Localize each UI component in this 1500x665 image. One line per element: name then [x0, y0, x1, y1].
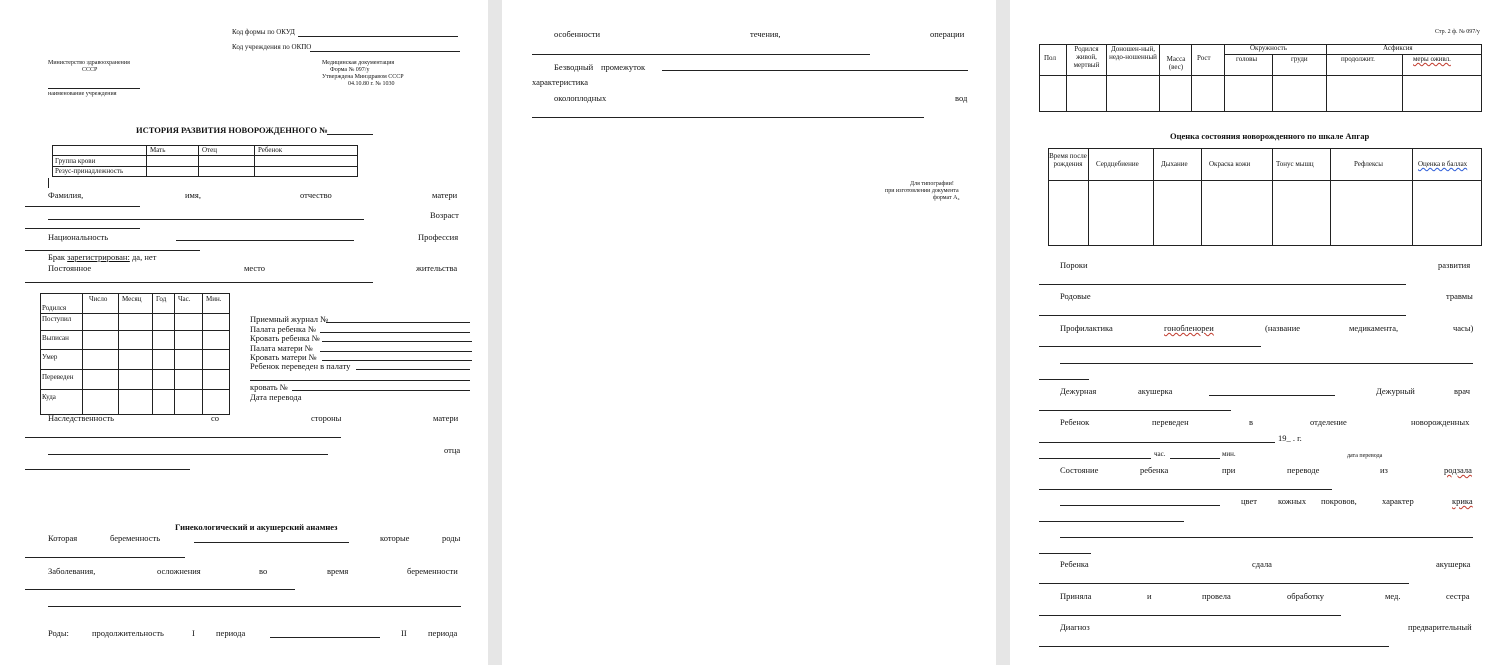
- fio-mother: матери: [432, 190, 458, 200]
- heredity-from: со: [211, 413, 220, 423]
- dates-row-transferred: Переведен: [42, 373, 74, 381]
- dates-row-born: Родился: [42, 304, 67, 312]
- skin-color-label: цвет: [1241, 496, 1257, 506]
- defects-label: Пороки: [1060, 260, 1088, 270]
- body-header-asphyxia: Асфиксия: [1383, 44, 1413, 52]
- doctor-label: врач: [1454, 386, 1470, 396]
- pregnancy-which-births: которые: [380, 533, 410, 543]
- journal-label: Приемный журнал №: [250, 314, 329, 324]
- labor-duration: продолжительность: [92, 628, 164, 638]
- heredity-side: стороны: [311, 413, 342, 423]
- skin-label: кожных: [1278, 496, 1307, 506]
- blood-header-mother: Мать: [150, 146, 166, 154]
- labor-period-1: периода: [216, 628, 246, 638]
- medicine-label: медикамента,: [1349, 323, 1399, 333]
- waters-label: вод: [955, 93, 968, 103]
- dates-header-min: Мин.: [206, 295, 222, 303]
- diseases-pregnancy: беременности: [407, 566, 458, 576]
- dates-row-admitted: Поступил: [42, 315, 72, 323]
- department-label: отделение: [1310, 417, 1347, 427]
- apgar-header-score: Оценка в баллах: [1418, 160, 1468, 168]
- preliminary-label: предварительный: [1408, 622, 1472, 632]
- features-label: особенности: [554, 29, 601, 39]
- blood-row-rhesus: Резус-принадлежность: [55, 167, 124, 175]
- to-label: в: [1249, 417, 1254, 427]
- profession-label: Профессия: [418, 232, 459, 242]
- hour-label: час.: [1154, 450, 1166, 458]
- midwife-label: акушерка: [1138, 386, 1173, 396]
- child-transferred-label: Ребенок переведен в палату: [250, 361, 351, 371]
- pregnancy-which: Которая: [48, 533, 78, 543]
- child-handed-label: Ребенка: [1060, 559, 1089, 569]
- page-title: ИСТОРИЯ РАЗВИТИЯ НОВОРОЖДЕННОГО №: [136, 125, 328, 135]
- ministry-line-2: СССР: [82, 67, 98, 73]
- typography-line-2: при изготовлении документа: [885, 188, 959, 194]
- residence-place: место: [244, 263, 265, 273]
- transfer-label: переводе: [1287, 465, 1320, 475]
- course-label: течения,: [750, 29, 781, 39]
- residence-permanent: Постоянное: [48, 263, 92, 273]
- carried-label: провела: [1202, 591, 1231, 601]
- okpo-label: Код учреждения по ОКПО: [232, 43, 312, 51]
- dates-header-hour: Час.: [178, 295, 191, 303]
- circumference-chest: груди: [1291, 55, 1308, 63]
- typography-line-1: Для типографии!: [910, 181, 954, 187]
- dates-row-where: Куда: [42, 393, 56, 401]
- prophylaxis-label: Профилактика: [1060, 323, 1113, 333]
- form-page-2: [502, 0, 996, 665]
- form-page-3: [1010, 0, 1500, 665]
- med-label: мед.: [1385, 591, 1401, 601]
- dates-header-year: Год: [156, 295, 167, 303]
- from-label: из: [1380, 465, 1388, 475]
- apgar-header-breathing: Дыхание: [1161, 160, 1188, 168]
- ministry-line-1: Министерство здравоохранения: [48, 60, 130, 66]
- handed-label: сдала: [1252, 559, 1272, 569]
- blood-header-child: Ребенок: [258, 146, 283, 154]
- condition-label: Состояние: [1060, 465, 1099, 475]
- handed-midwife-label: акушерка: [1436, 559, 1471, 569]
- apgar-header-tone: Тонус мышц: [1276, 160, 1314, 168]
- dates-header-day: Число: [89, 295, 108, 303]
- pregnancy-label: беременность: [110, 533, 161, 543]
- medicine-name-label: (название: [1265, 323, 1301, 333]
- diagnosis-label: Диагноз: [1060, 622, 1090, 632]
- year-label: 19_ . г.: [1278, 433, 1302, 443]
- processing-label: обработку: [1287, 591, 1325, 601]
- interval-label: промежуток: [601, 62, 646, 72]
- labor-period-1-num: I: [192, 628, 195, 638]
- blood-header-father: Отец: [202, 146, 217, 154]
- duty-doctor-label: Дежурный: [1376, 386, 1415, 396]
- gyn-title: Гинекологический и акушерский анамнез: [175, 522, 338, 532]
- amniotic-label: околоплодных: [554, 93, 607, 103]
- newborns-label: новорожденных: [1411, 417, 1470, 427]
- labor-label: Роды:: [48, 628, 69, 638]
- body-header-height: Рост: [1197, 54, 1211, 62]
- dates-row-died: Умер: [42, 353, 58, 361]
- medical-doc-line-2: Форма № 097/у: [330, 67, 370, 73]
- dates-header-month: Месяц: [122, 295, 142, 303]
- age-label: Возраст: [430, 210, 459, 220]
- blood-row-group: Группа крови: [55, 157, 96, 165]
- mother-bed-label: Кровать матери №: [250, 352, 317, 362]
- page-number: Стр. 2 ф. № 097/у: [1435, 29, 1480, 35]
- covers-label: покровов,: [1321, 496, 1357, 506]
- institution-label: наименование учреждения: [48, 91, 117, 97]
- asphyxia-duration: продолжит.: [1341, 55, 1375, 63]
- delivery-room-label: родзала: [1444, 465, 1472, 475]
- waterless-label: Безводный: [554, 62, 594, 72]
- diseases-complications: осложнения: [157, 566, 201, 576]
- during-label: при: [1222, 465, 1236, 475]
- labor-period-2: периода: [428, 628, 458, 638]
- duty-label: Дежурная: [1060, 386, 1097, 396]
- pregnancy-births: роды: [442, 533, 461, 543]
- heredity-father: отца: [444, 445, 461, 455]
- cry-label: крика: [1452, 496, 1473, 506]
- labor-period-2-num: II: [401, 628, 407, 638]
- medical-doc-line-4: 04.10.80 г. № 1030: [348, 81, 395, 87]
- residence-living: жительства: [416, 263, 458, 273]
- body-header-circumference: Окружность: [1250, 44, 1287, 52]
- injury-label: травмы: [1446, 291, 1473, 301]
- and-label: и: [1147, 591, 1152, 601]
- marriage-label: Брак зарегистрирован: да, нет: [48, 252, 157, 262]
- operations-label: операции: [930, 29, 965, 39]
- apgar-header-skin: Окраска кожи: [1209, 160, 1251, 168]
- diseases-label: Заболевания,: [48, 566, 96, 576]
- circumference-head: головы: [1236, 55, 1258, 63]
- apgar-title: Оценка состояния новорожденного по шкале Апгар: [1170, 131, 1370, 141]
- birth-injury-label: Родовые: [1060, 291, 1091, 301]
- mother-ward-label: Палата матери №: [250, 343, 313, 353]
- fio-surname: Фамилия,: [48, 190, 84, 200]
- heredity-label: Наследственность: [48, 413, 115, 423]
- received-label: Приняла: [1060, 591, 1092, 601]
- child-label: Ребенок: [1060, 417, 1090, 427]
- diseases-during: во: [259, 566, 268, 576]
- character-label: характер: [1382, 496, 1414, 506]
- nationality-label: Национальность: [48, 232, 109, 242]
- body-header-term: Доношен-ный, недо-ношенный: [1109, 45, 1157, 62]
- okud-label: Код формы по ОКУД: [232, 28, 295, 36]
- medical-doc-line-1: Медицинская документация: [322, 60, 395, 66]
- child-bed-label: Кровать ребенка №: [250, 333, 320, 343]
- apgar-header-heartbeat: Сердцебиение: [1096, 160, 1139, 168]
- heredity-mother: матери: [433, 413, 459, 423]
- dates-row-discharged: Выписан: [42, 334, 69, 342]
- nurse-label: сестра: [1446, 591, 1470, 601]
- characteristic-label: характеристика: [532, 77, 589, 87]
- minute-label: мин.: [1222, 450, 1236, 458]
- diseases-time: время: [327, 566, 349, 576]
- fio-patronymic: отчество: [300, 190, 332, 200]
- transferred-label: переведен: [1152, 417, 1189, 427]
- gonoblenorrhea-label: гонобленореи: [1164, 323, 1214, 333]
- bed-label: кровать №: [250, 382, 288, 392]
- transfer-date-hint: дата перевода: [1347, 453, 1383, 459]
- body-header-born: Родился живой, мертвый: [1073, 45, 1100, 70]
- apgar-header-reflexes: Рефлексы: [1354, 160, 1383, 168]
- body-header-mass: Масса (вес): [1166, 55, 1186, 72]
- asphyxia-measures: меры оживл.: [1413, 55, 1451, 63]
- form-page-1: [0, 0, 488, 665]
- body-header-sex: Пол: [1044, 54, 1056, 62]
- medical-doc-line-3: Утверждена Минздравом СССР: [322, 74, 404, 80]
- transfer-date-label: Дата перевода: [250, 392, 302, 402]
- development-label: развития: [1438, 260, 1471, 270]
- typography-line-3: формат А₄: [933, 195, 960, 201]
- child-ward-label: Палата ребенка №: [250, 324, 317, 334]
- hours-label: часы): [1453, 323, 1474, 333]
- apgar-header-time: Время после рождения: [1049, 152, 1087, 169]
- child-condition-label: ребенка: [1140, 465, 1169, 475]
- fio-name: имя,: [185, 190, 201, 200]
